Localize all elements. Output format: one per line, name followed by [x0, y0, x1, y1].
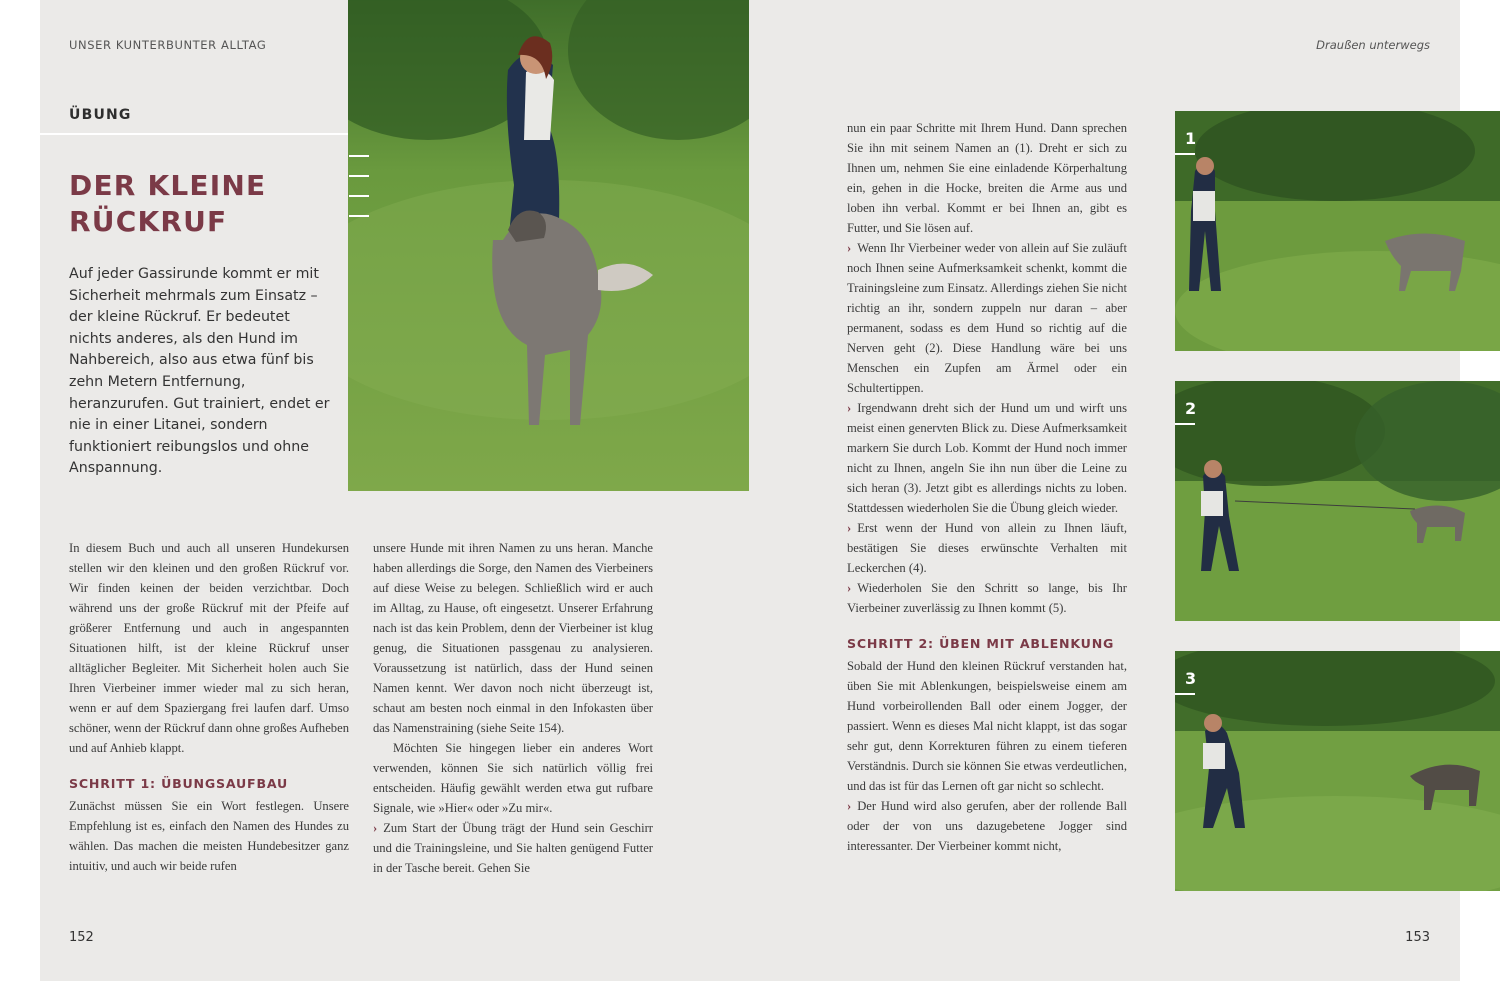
- bullet-item: [847, 518, 1127, 578]
- page-number-left: 152: [69, 930, 94, 945]
- photo-number-1: 1: [1185, 129, 1197, 148]
- step-photo-3: [1175, 651, 1500, 891]
- arrow-icon: ›: [847, 401, 852, 415]
- photo-number-2: 2: [1185, 399, 1197, 418]
- step-photo-1: [1175, 111, 1500, 351]
- bullet-text: Zum Start der Übung trägt der Hund sein Geschirr und die Trainingsleine, und Sie halten genügend Futter in der Tasche bereit. Gehen Sie: [373, 821, 653, 875]
- text-column-2: [373, 538, 653, 878]
- photo-number-rule: [1175, 153, 1195, 155]
- bullet-text: Irgendwann dreht sich der Hund um und wirft uns meist einen genervten Blick zu. Diese Aufmerksamkeit markern Sie durch Lob. Kommt der Hund noch immer nicht zu Ihnen, angeln Sie ihn nun über die Leine zu sich heran (3). Jetzt gibt es allerdings nichts zu loben. Stattdessen wiederholen Sie die Übung gleich wieder.: [847, 401, 1127, 515]
- arrow-icon: ›: [373, 821, 378, 835]
- step-photo-2: [1175, 381, 1500, 621]
- paragraph: In diesem Buch und auch all unseren Hundekursen stellen wir den kleinen und den großen Rückruf vor. Wir finden keinen der beiden verzichtbar. Doch während uns der große Rückruf mit der Pfeife auf größerer Entfernung und auch in angespannten Situationen hilft, ist der kleine Rückruf unser alltäglicher Begleiter. Mit Sicherheit holen auch Sie Ihren Vierbeiner immer wieder mal zu sich heran, wenn er auf dem Spaziergang frei laufen darf. Umso schöner, wenn der Rückruf dann ohne großes Aufheben und auf Anhieb klappt.: [69, 541, 349, 755]
- text-column-3: [847, 118, 1127, 856]
- decorative-ticks: [349, 155, 369, 235]
- bullet-text: Wiederholen Sie den Schritt so lange, bis Ihr Vierbeiner zuverlässig zu Ihnen kommt (5).: [847, 581, 1127, 615]
- main-photo-woman-with-dog: [348, 0, 749, 491]
- bullet-item: [847, 796, 1127, 856]
- bullet-text: Der Hund wird also gerufen, aber der rollende Ball oder der von uns dazugebetene Jogger sind interessanter. Der Vierbeiner kommt nicht,: [847, 799, 1127, 853]
- title-line-2: RÜCKRUF: [69, 205, 228, 238]
- running-header-right: Draußen unterwegs: [1316, 38, 1430, 52]
- photo-number-3: 3: [1185, 669, 1197, 688]
- photo-number-rule: [1175, 693, 1195, 695]
- text-column-1: [69, 538, 349, 876]
- paragraph: Möchten Sie hingegen lieber ein anderes Wort verwenden, können Sie sich natürlich völlig frei entscheiden. Häufig gewählt werden etwa gut rufbare Signale, wie »Hier« oder »Zu mir«.: [373, 741, 653, 815]
- subheading-schritt-1: SCHRITT 1: ÜBUNGSAUFBAU: [69, 776, 289, 791]
- bullet-text: Erst wenn der Hund von allein zu Ihnen läuft, bestätigen Sie dieses erwünschte Verhalten mit Leckerchen (4).: [847, 521, 1127, 575]
- title-line-1: DER KLEINE: [69, 169, 267, 202]
- chapter-title: [69, 168, 339, 240]
- bullet-item: [847, 398, 1127, 518]
- section-rule: [40, 133, 370, 135]
- arrow-icon: ›: [847, 581, 852, 595]
- page-number-right: 153: [1405, 930, 1430, 945]
- bullet-item: [373, 818, 653, 878]
- paragraph: Zunächst müssen Sie ein Wort festlegen. Unsere Empfehlung ist es, einfach den Namen des Hundes zu wählen. Das machen die meisten Hundebesitzer ganz intuitiv, und auch wir beide rufen: [69, 799, 349, 873]
- subheading-schritt-2: SCHRITT 2: ÜBEN MIT ABLENKUNG: [847, 636, 1115, 651]
- bullet-item: [847, 238, 1127, 398]
- arrow-icon: ›: [847, 241, 852, 255]
- section-label: ÜBUNG: [69, 107, 132, 123]
- lead-paragraph: Auf jeder Gassirunde kommt er mit Sicherheit mehrmals zum Einsatz – der kleine Rückruf. Er bedeutet nichts anderes, als den Hund im Nahbereich, also aus etwa fünf bis zehn Metern Entfernung, heranzurufen. Gut trainiert, endet er nie in einer Litanei, sondern funktioniert reibungslos und ohne Anspannung.: [69, 266, 330, 477]
- arrow-icon: ›: [847, 799, 852, 813]
- bullet-text: Wenn Ihr Vierbeiner weder von allein auf Sie zuläuft noch Ihnen seine Aufmerksamkeit schenkt, kommt die Trainingsleine zum Einsatz. Allerdings ziehen Sie nicht richtig an ihr, sondern zuppeln nur daran – aber permanent, sodass es dem Hund so richtig auf die Nerven geht (2). Diese Handlung wäre bei uns Menschen ein Zupfen am Ärmel oder ein Schultertippen.: [847, 241, 1127, 395]
- paragraph: nun ein paar Schritte mit Ihrem Hund. Dann sprechen Sie ihn mit seinem Namen an (1). Dreht er sich zu Ihnen um, nehmen Sie eine einladende Körperhaltung ein, gehen in die Hocke, breiten die Arme aus und loben ihn verbal. Kommt er bei Ihnen an, gibt es Futter, und Sie lösen auf.: [847, 121, 1127, 235]
- arrow-icon: ›: [847, 521, 852, 535]
- paragraph: Sobald der Hund den kleinen Rückruf verstanden hat, üben Sie mit Ablenkungen, beispielsweise einem am Hund vorbeirollenden Ball oder einem Jogger, der passiert. Wenn es dieses Mal nicht klappt, ist das sogar sehr gut, denn Korrekturen führen zu einem tieferen Verständnis. Durch sie können Sie etwas verdeutlichen, und das ist für das Lernen oft gar nicht so schlecht.: [847, 659, 1127, 793]
- running-header-left: UNSER KUNTERBUNTER ALLTAG: [69, 38, 267, 52]
- photo-number-rule: [1175, 423, 1195, 425]
- paragraph: unsere Hunde mit ihren Namen zu uns heran. Manche haben allerdings die Sorge, den Namen des Vierbeiners auf diese Weise zu belegen. Schließlich wird er auch im Alltag, zu Hause, oft eingesetzt. Unserer Erfahrung nach ist das kein Problem, denn der Vierbeiner ist klug genug, die Situationen passgenau zu analysieren. Voraussetzung ist natürlich, dass der Hund seinen Namen kennt. Wer davon noch nicht überzeugt ist, schaut am besten noch einmal in den Infokasten über das Namenstraining (siehe Seite 154).: [373, 541, 653, 735]
- bullet-item: [847, 578, 1127, 618]
